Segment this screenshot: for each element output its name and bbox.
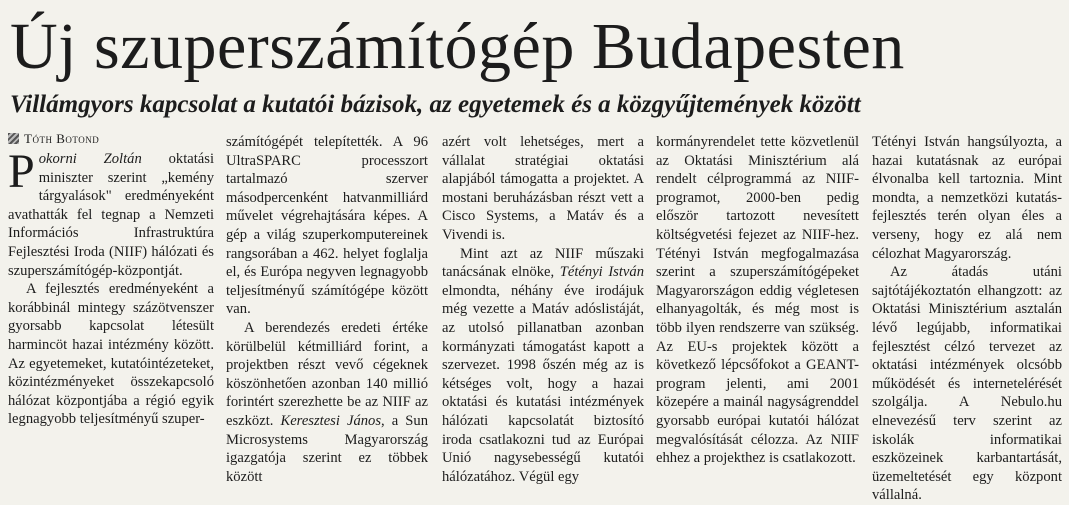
person-name: okorni Zoltán xyxy=(38,151,142,167)
paragraph: számítógépét telepítették. A 96 UltraSPARC processzort tartalmazó szerver másodpercenként hatvanmilliárd művelet végrehajtására képes. A gép a világ szuperkomputereinek rangsorában a 462. helyet foglalja el, és Európa negyven legnagyobb teljesítményű számítógépe között van. xyxy=(226,134,428,318)
paragraph xyxy=(442,245,644,487)
person-name: Keresztesi János xyxy=(280,412,382,429)
paragraph: azért volt lehetséges, mert a vállalat stratégiai oktatási alapjából támogatta a projektet. A mostani beruházásban részt vett a Cisco Systems, a Matáv és a Vivendi is. xyxy=(442,134,644,243)
byline-square-icon xyxy=(8,133,19,144)
paragraph-text: elmondta, néhány éve irodájuk még vezette a Matáv adóslistáját, az utolsó pillanatban azonban kormányzati támogatást kapott a szervezet. 1998 őszén még az is kétséges volt, hogy a hazai oktatási és kutatási intézmények hálózati kapcsolatát biztosító iroda csatlakozni tud az Európai Unió nagysebességű kutatói hálózatához. Végül egy xyxy=(442,282,644,485)
author-name: Tóth Botond xyxy=(24,131,100,146)
person-name: Tétényi István xyxy=(559,264,644,281)
paragraph-text: oktatási miniszter szerint „kemény tárgyalások" eredményeként avathatták fel tegnap a Nemzeti Információs Infrastruktúra Fejlesztési Iroda (NIIF) hálózati és szuperszámítógép-központját. xyxy=(8,151,214,279)
byline xyxy=(8,131,208,146)
paragraph xyxy=(226,319,428,486)
paragraph xyxy=(8,145,214,280)
paragraph: Tétényi István hangsúlyozta, a hazai kutatásnak az európai élvonalba kell tartoznia. Mint mondta, a nemzetközi kutatás-fejlesztés terén olyan éles a verseny, hogy ez alá nem célozhat Magyarország. xyxy=(872,134,1062,262)
paragraph-text: Mint azt az NIIF műszaki tanácsának elnöke, xyxy=(442,245,644,281)
paragraph-text: , a Sun Microsystems Magyarország igazgatója szerint ez többek között xyxy=(226,412,428,485)
paragraph: Az átadás utáni sajtótájékoztatón elhangzott: az Oktatási Minisztérium asztalán lévő legújabb, informatikai fejlesztést célzó tervezet az oktatási intézmények olcsóbb működését és internetelérését szolgálja. A Nebulo.hu elnevezésű terv szerint az iskolák informatikai eszközeinek karbantartását, üzemeltetését egy központ vállalná. xyxy=(872,264,1062,504)
paragraph: A fejlesztés eredményeként a korábbinál mintegy százötvenszer gyorsabb kapcsolat létesült harmincöt hazai intézmény között. Az egyetemeket, kutatóintézeteket, közintézményeket összekapcsoló hálózat központjába a régió egyik legnagyobb teljesítményű szuper- xyxy=(8,281,214,428)
paragraph: kormányrendelet tette közvetlenül az Oktatási Minisztérium alá rendelt célprogrammá az NIIF-programot, 2000-ben pedig először tartozott nevesített költségvetési fejezet az NIIF-hez. Tétényi István megfogalmazása szerint a szuperszámítógépeket Magyarországon eddig végletesen elhanyagolták, és még most is több ilyen rendszerre van szükség. Az EU-s projektek között a következő lépcsőfokot a GEANT-program jelenti, ami 2001 közepére a mainál nagyságrenddel gyorsabb európai kutatói hálózat megvalósítását célozza. Az NIIF ehhez a projekthez is csatlakozott. xyxy=(656,134,859,467)
column-1 xyxy=(8,145,214,460)
subheadline: Villámgyors kapcsolat a kutatói bázisok, az egyetemek és a közgyűjtemények között xyxy=(10,91,861,118)
drop-cap: P xyxy=(8,145,35,198)
paragraph-text: A berendezés eredeti értéke körülbelül kétmilliárd forint, a projektben részt vevő cégeknek köszönhetően azonban 140 millió forintért szerezhette be az NIIF az eszközt. xyxy=(226,319,428,429)
column-2 xyxy=(226,133,428,485)
column-3 xyxy=(442,133,644,485)
column-4 xyxy=(656,133,859,467)
headline: Új szuperszámítógép Budapesten xyxy=(10,10,905,83)
column-5 xyxy=(872,133,1062,504)
